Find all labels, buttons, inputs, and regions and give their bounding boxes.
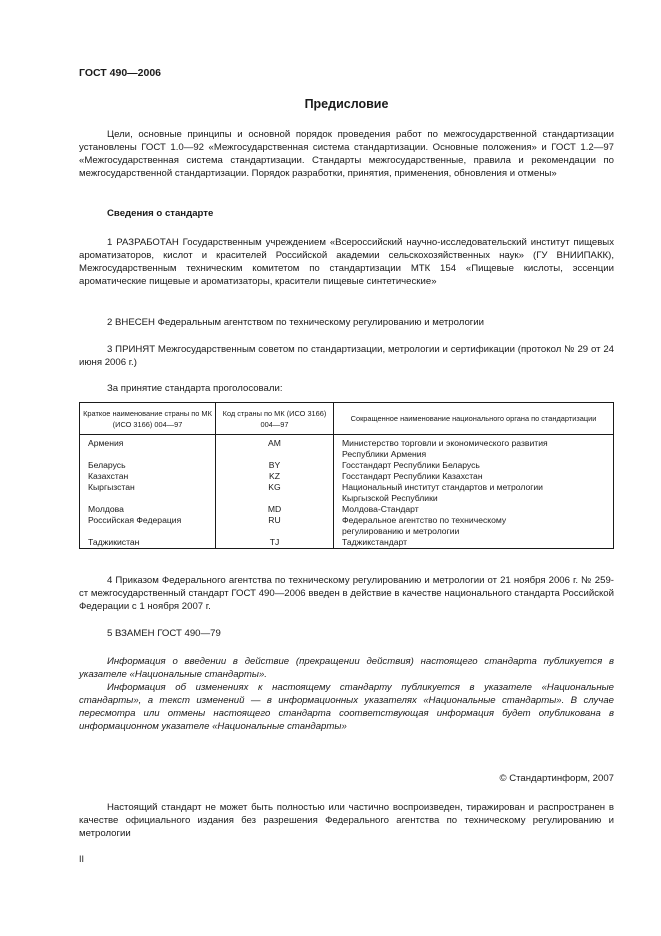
note-introduction-info (79, 655, 614, 681)
body-cell: Министерство торговли и экономического развития (334, 435, 614, 450)
table-row (80, 526, 614, 537)
copyright: © Стандартинформ, 2007 (499, 773, 614, 784)
column-header-code: Код страны по МК (ИСО 3166) 004—97 (216, 403, 334, 435)
item-5-text: 5 ВЗАМЕН ГОСТ 490—79 (107, 628, 221, 639)
table-row (80, 537, 614, 549)
note-1-text: Информация о введении в действие (прекращении действия) настоящего стандарта публикуется в указателе «Национальные стандарты». (79, 656, 614, 680)
voting-table (79, 402, 614, 549)
legal-notice (79, 801, 614, 840)
country-cell: Молдова (80, 504, 216, 515)
page-title: Предисловие (304, 97, 389, 111)
code-cell: MD (216, 504, 334, 515)
body-cell: Молдова-Стандарт (334, 504, 614, 515)
code-cell-empty (216, 493, 334, 504)
voted-label-text: За принятие стандарта проголосовали: (107, 383, 283, 394)
body-cell: Федеральное агентство по техническому (334, 515, 614, 526)
country-cell-empty (80, 449, 216, 460)
table-row (80, 482, 614, 493)
country-cell: Армения (80, 435, 216, 450)
body-cell: Таджикстандарт (334, 537, 614, 549)
code-cell-empty (216, 526, 334, 537)
intro-text: Цели, основные принципы и основной порядок проведения работ по межгосударственной стандартизации установлены ГОСТ 1.0—92 «Межгосударственная система стандартизации. Основные положения» и ГОСТ 1.2—97 «Межгосударственная система стандартизации. Стандарты межгосударственные, правила и рекомендации по межгосударственной стандартизации. Порядок разработки, принятия, применения, обновления и отмены» (79, 129, 614, 179)
table-row (80, 471, 614, 482)
page-number: II (79, 854, 85, 864)
country-cell-empty (80, 493, 216, 504)
code-cell: KZ (216, 471, 334, 482)
code-cell: AM (216, 435, 334, 450)
item-1-text: 1 РАЗРАБОТАН Государственным учреждением «Всероссийский научно-исследовательский институт пищевых ароматизаторов, кислот и красителей Российской академии сельскохозяйственных наук» (ГУ ВНИИПАКК), Межгосударственным техническим комитетом по стандартизации МТК 154 «Пищевые кислоты, эссенции ароматические пищевые и ароматизаторы, красители пищевые синтетические» (79, 237, 614, 287)
country-cell: Таджикистан (80, 537, 216, 549)
country-cell: Российская Федерация (80, 515, 216, 526)
item-2-submitted (79, 316, 614, 329)
item-1-developed (79, 236, 614, 288)
item-5-replaces (79, 627, 614, 640)
table-row (80, 504, 614, 515)
table-row (80, 449, 614, 460)
item-3-adopted (79, 343, 614, 369)
note-2-text: Информация об изменениях к настоящему стандарту публикуется в указателе «Национальные стандарты», а текст изменений — в информационных указателях «Национальные стандарты». В случае пересмотра или отмены настоящего стандарта соответствующая информация будет опубликована в информационном указателе «Национальные стандарты» (79, 682, 614, 732)
intro-paragraph (79, 128, 614, 180)
table-header-row (80, 403, 614, 435)
info-heading: Сведения о стандарте (107, 208, 214, 219)
column-header-country: Краткое наименование страны по МК (ИСО 3166) 004—97 (80, 403, 216, 435)
column-header-body: Сокращенное наименование национального органа по стандартизации (334, 403, 614, 435)
body-cell: Национальный институт стандартов и метрологии (334, 482, 614, 493)
table-row (80, 515, 614, 526)
item-4-enacted (79, 574, 614, 613)
code-cell: BY (216, 460, 334, 471)
voted-label (79, 382, 614, 395)
item-2-text: 2 ВНЕСЕН Федеральным агентством по техническому регулированию и метрологии (107, 317, 485, 328)
country-cell: Кыргызстан (80, 482, 216, 493)
country-cell: Беларусь (80, 460, 216, 471)
note-changes-info (79, 681, 614, 733)
table-row (80, 460, 614, 471)
table-row (80, 435, 614, 450)
country-cell-empty (80, 526, 216, 537)
code-cell-empty (216, 449, 334, 460)
legal-text: Настоящий стандарт не может быть полностью или частично воспроизведен, тиражирован и распространен в качестве официального издания без разрешения Федерального агентства по техническому регулированию и метрологии (79, 802, 614, 839)
body-cell: регулированию и метрологии (334, 526, 614, 537)
country-cell: Казахстан (80, 471, 216, 482)
code-cell: RU (216, 515, 334, 526)
item-3-text: 3 ПРИНЯТ Межгосударственным советом по стандартизации, метрологии и сертификации (протокол № 29 от 24 июня 2006 г.) (79, 344, 614, 368)
body-cell: Кыргызской Республики (334, 493, 614, 504)
body-cell: Госстандарт Республики Казахстан (334, 471, 614, 482)
document-id-header: ГОСТ 490—2006 (79, 67, 162, 79)
item-4-text: 4 Приказом Федерального агентства по техническому регулированию и метрологии от 21 ноября 2006 г. № 259-ст межгосударственный стандарт ГОСТ 490—2006 введен в действие в качестве национального стандарта Российской Федерации с 1 ноября 2007 г. (79, 575, 614, 612)
body-cell: Госстандарт Республики Беларусь (334, 460, 614, 471)
body-cell: Республики Армения (334, 449, 614, 460)
table-row (80, 493, 614, 504)
code-cell: KG (216, 482, 334, 493)
code-cell: TJ (216, 537, 334, 549)
